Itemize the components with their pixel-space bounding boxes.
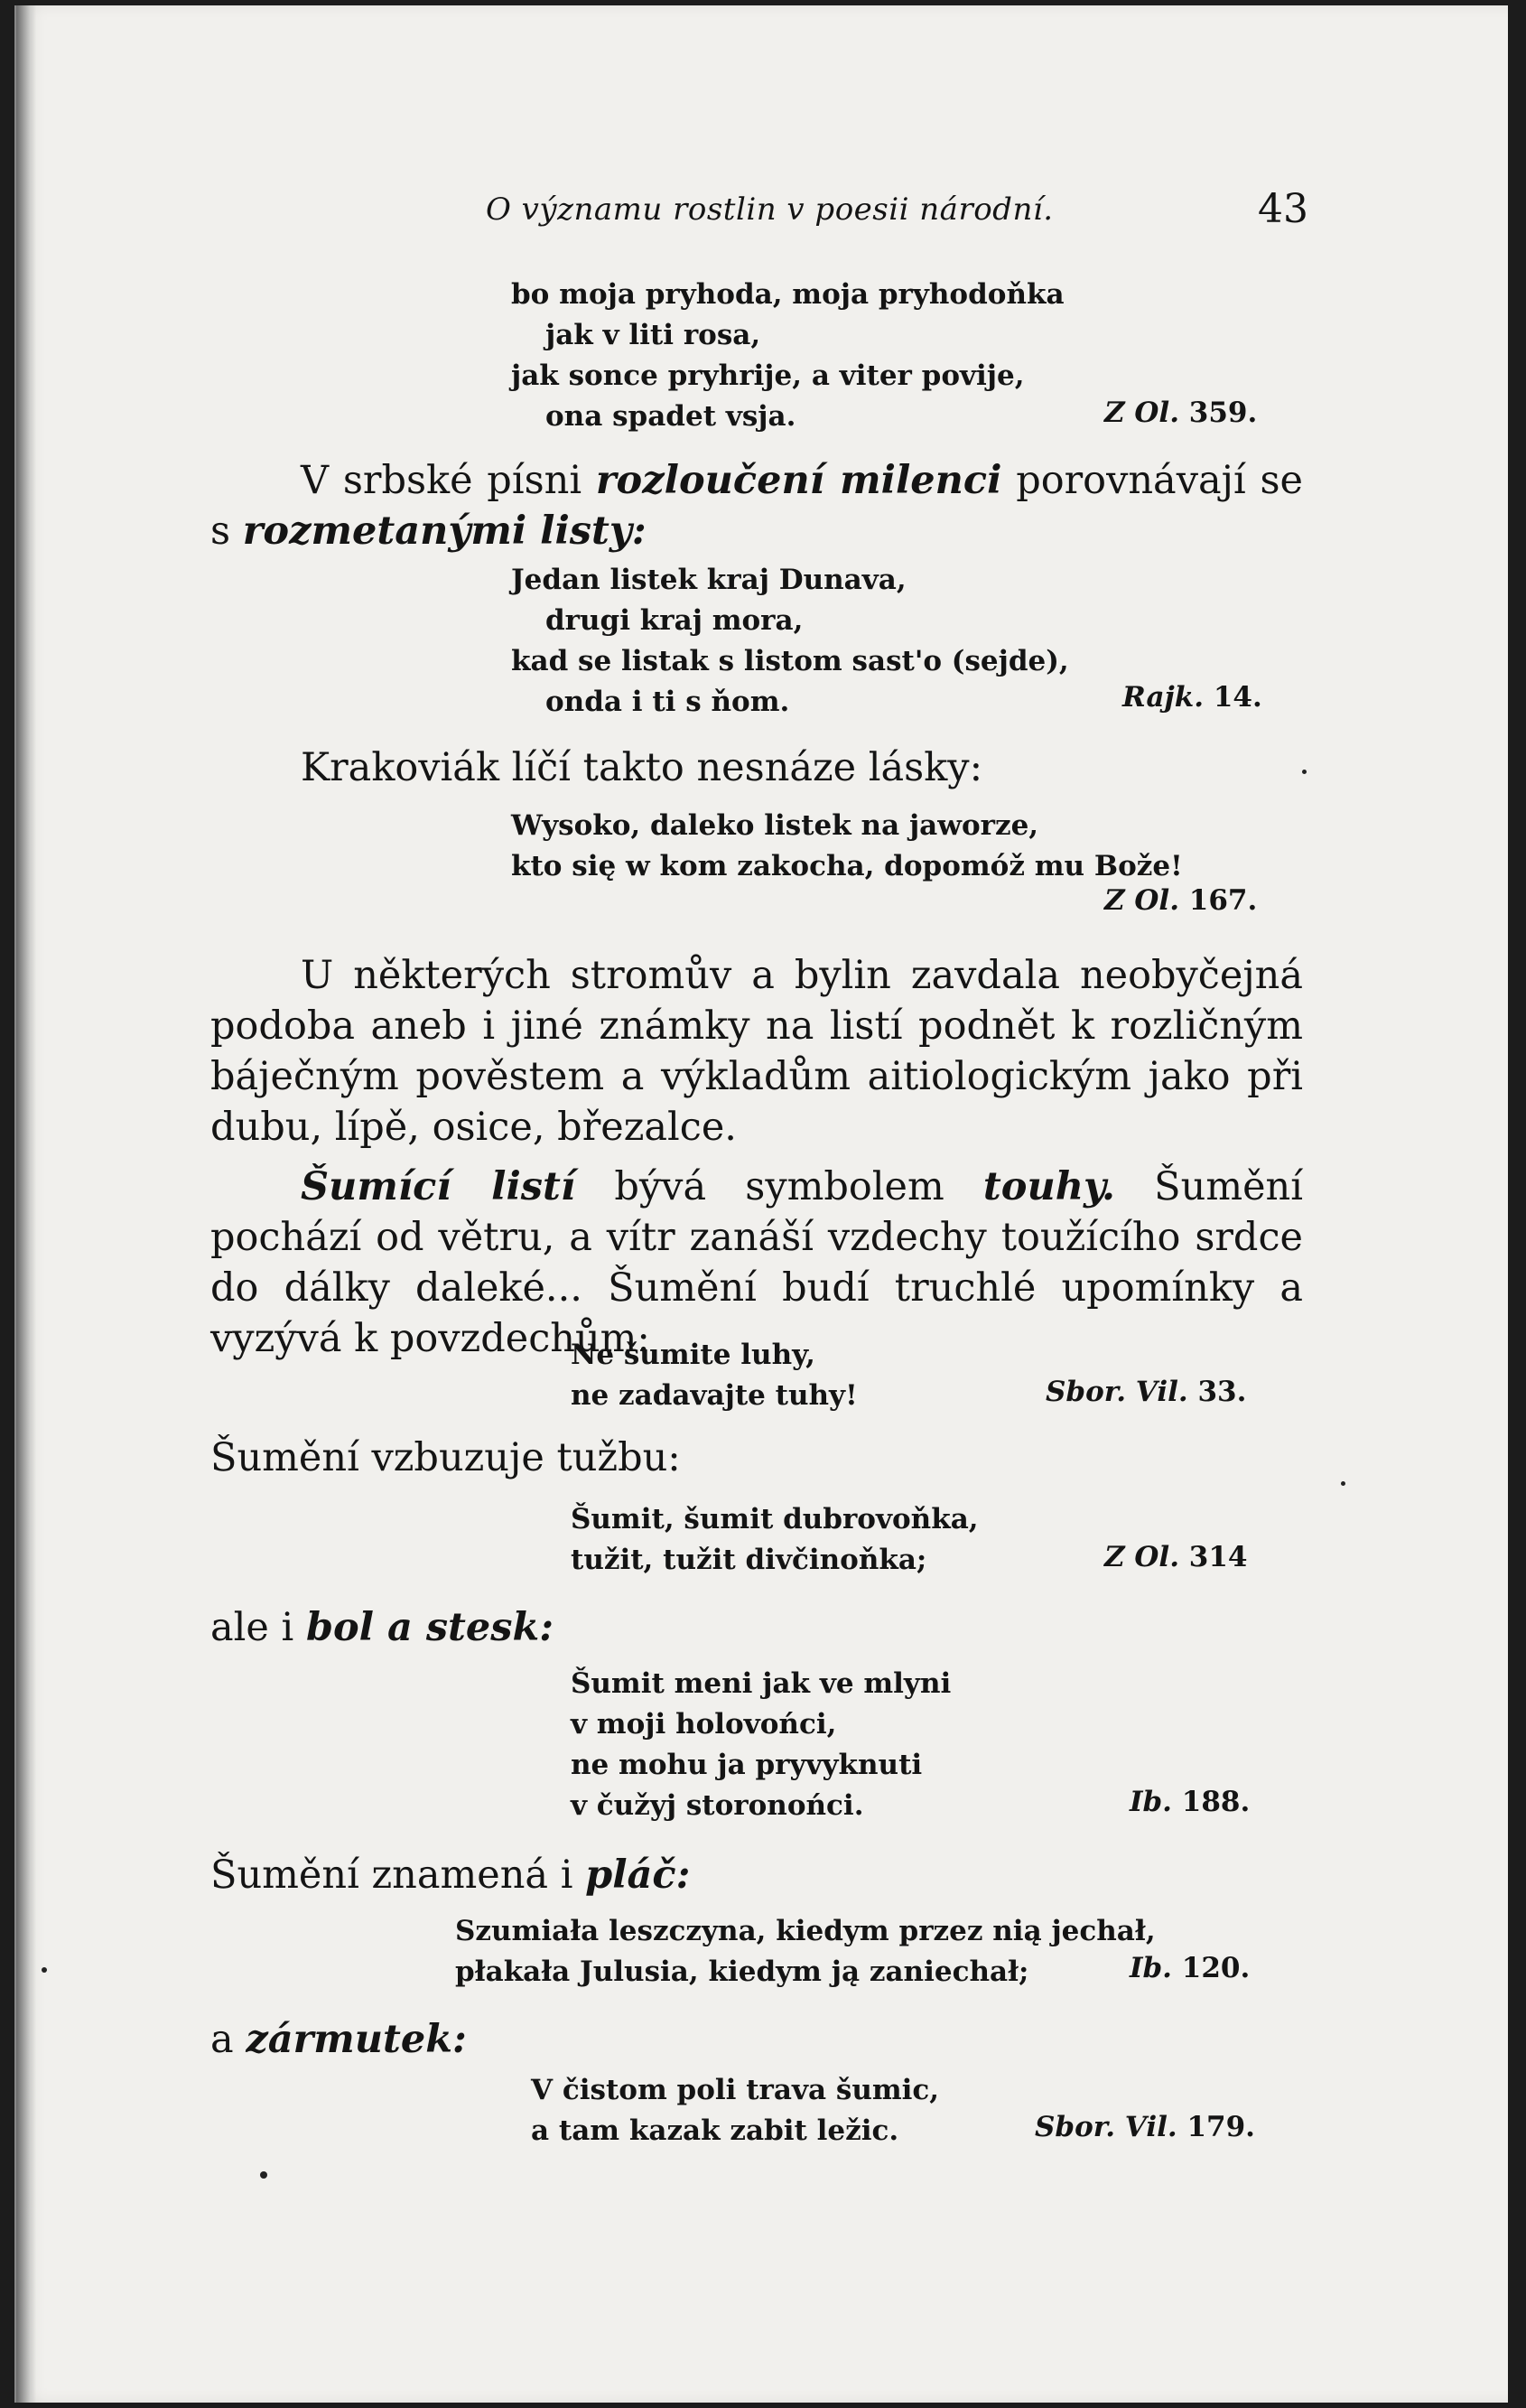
citation-6 bbox=[1130, 1786, 1250, 1818]
book-page bbox=[14, 5, 1508, 2403]
verse-line: tužit, tužit divčinoňka; bbox=[571, 1544, 927, 1576]
emphasis: rozloučení milenci bbox=[595, 458, 1002, 503]
citation-source: Ib. bbox=[1130, 1786, 1172, 1818]
verse-line: Šumit meni jak ve mlyni bbox=[571, 1667, 952, 1700]
citation-number: 14. bbox=[1213, 681, 1262, 714]
verse-line: Jedan listek kraj Dunava, bbox=[511, 564, 907, 596]
paragraph-rustling-leaves bbox=[210, 1162, 1303, 1364]
emphasis: touhy. bbox=[982, 1164, 1116, 1209]
paragraph-trees-leaves bbox=[210, 950, 1303, 1153]
text-run: bývá symbolem bbox=[575, 1164, 983, 1209]
paragraph-sorrow bbox=[210, 1602, 1303, 1653]
verse-line: ona spadet vsja. bbox=[545, 400, 796, 433]
citation-5 bbox=[1104, 1541, 1248, 1573]
verse-line: v moji holovońci, bbox=[571, 1708, 837, 1741]
citation-number: 314 bbox=[1188, 1541, 1248, 1573]
citation-4 bbox=[1046, 1376, 1246, 1408]
citation-number: 33. bbox=[1197, 1376, 1247, 1408]
verse-block-4 bbox=[571, 1335, 858, 1416]
citation-source: Z Ol. bbox=[1104, 884, 1179, 917]
emphasis: rozmetanými listy: bbox=[242, 509, 647, 554]
citation-1 bbox=[1104, 397, 1257, 429]
emphasis: zármutek: bbox=[246, 2017, 467, 2062]
verse-block-3 bbox=[511, 806, 1183, 887]
citation-number: 167. bbox=[1188, 884, 1258, 917]
citation-source: Rajk. bbox=[1122, 681, 1205, 714]
verse-line: drugi kraj mora, bbox=[545, 604, 804, 637]
page-spine-shadow bbox=[16, 5, 36, 2403]
citation-source: Z Ol. bbox=[1104, 397, 1179, 429]
text-run: Krakoviák líčí takto nesnáze lásky: bbox=[301, 745, 983, 790]
citation-number: 359. bbox=[1188, 397, 1258, 429]
verse-block-7 bbox=[455, 1911, 1156, 1993]
verse-block-5 bbox=[571, 1499, 979, 1581]
citation-8 bbox=[1035, 2111, 1255, 2143]
paragraph-weeping bbox=[210, 1850, 1303, 1900]
emphasis: bol a stesk: bbox=[305, 1605, 554, 1650]
verse-line: ne mohu ja pryvyknuti bbox=[571, 1749, 923, 1781]
verse-line: Šumit, šumit dubrovoňka, bbox=[571, 1503, 979, 1535]
scan-speck bbox=[42, 1967, 47, 1973]
verse-line: Ne šumite luhy, bbox=[571, 1339, 815, 1371]
emphasis: pláč: bbox=[585, 1853, 691, 1898]
running-header-title: O významu rostlin v poesii národní. bbox=[486, 191, 1054, 228]
text-run: V srbské písni bbox=[301, 458, 596, 503]
citation-source: Sbor. Vil. bbox=[1046, 1376, 1188, 1408]
text-run: U některých stromův a bylin zavdala neobyčejná podoba aneb i jiné známky na listí podnět k rozličným báječným pověstem a výkladům aitiologickým jako při dubu, lípě, osice, březalce. bbox=[210, 953, 1303, 1150]
verse-line: kad se listak s listom sast'o (sejde), bbox=[511, 645, 1069, 677]
scan-speck bbox=[260, 2171, 267, 2179]
verse-line: płakała Julusia, kiedym ją zaniechał; bbox=[455, 1955, 1029, 1988]
citation-source: Z Ol. bbox=[1104, 1541, 1179, 1573]
citation-3 bbox=[1104, 884, 1257, 917]
text-run: a bbox=[210, 2017, 247, 2062]
text-run: porovnávají se s bbox=[210, 458, 1303, 554]
citation-number: 120. bbox=[1181, 1952, 1251, 1984]
verse-block-2 bbox=[511, 560, 1069, 723]
verse-line: ne zadavajte tuhy! bbox=[571, 1379, 858, 1412]
verse-line: onda i ti s ňom. bbox=[545, 686, 790, 718]
citation-source: Ib. bbox=[1130, 1952, 1172, 1984]
verse-line: jak sonce pryhrije, a viter povije, bbox=[511, 359, 1025, 392]
text-run: Šumění znamená i bbox=[210, 1853, 586, 1898]
emphasis: Šumící listí bbox=[301, 1164, 576, 1209]
verse-block-1 bbox=[511, 275, 1065, 437]
paragraph-serbian-song bbox=[210, 455, 1303, 556]
verse-line: Wysoko, daleko listek na jaworze, bbox=[511, 809, 1039, 842]
verse-line: a tam kazak zabit ležic. bbox=[531, 2114, 899, 2147]
citation-2 bbox=[1122, 681, 1262, 714]
page-number: 43 bbox=[1258, 186, 1308, 232]
text-run: Šumění pochází od větru, a vítr zanáší vzdechy toužícího srdce do dálky daleké... Šumění budí truchlé upomínky a vyzývá k povzdechům: bbox=[210, 1164, 1303, 1361]
citation-source: Sbor. Vil. bbox=[1035, 2111, 1177, 2143]
verse-line: jak v liti rosa, bbox=[545, 319, 761, 351]
text-run: ale i bbox=[210, 1605, 306, 1650]
text-run: Šumění vzbuzuje tužbu: bbox=[210, 1435, 681, 1480]
scan-speck bbox=[1341, 1481, 1345, 1486]
paragraph-krakowiak bbox=[210, 742, 1303, 793]
citation-7 bbox=[1130, 1952, 1250, 1984]
paragraph-longing bbox=[210, 1433, 1303, 1483]
verse-line: kto się w kom zakocha, dopomóž mu Bože! bbox=[511, 850, 1183, 882]
citation-number: 179. bbox=[1186, 2111, 1255, 2143]
citation-number: 188. bbox=[1181, 1786, 1251, 1818]
verse-line: Szumiała leszczyna, kiedym przez nią jechał, bbox=[455, 1915, 1156, 1947]
verse-block-6 bbox=[571, 1664, 951, 1826]
paragraph-grief bbox=[210, 2014, 1303, 2065]
verse-line: bo moja pryhoda, moja pryhodoňka bbox=[511, 278, 1065, 311]
verse-line: V čistom poli trava šumic, bbox=[531, 2074, 940, 2106]
verse-line: v čužyj storonońci. bbox=[571, 1789, 864, 1822]
scan-speck bbox=[1302, 770, 1307, 774]
verse-block-8 bbox=[531, 2070, 939, 2151]
